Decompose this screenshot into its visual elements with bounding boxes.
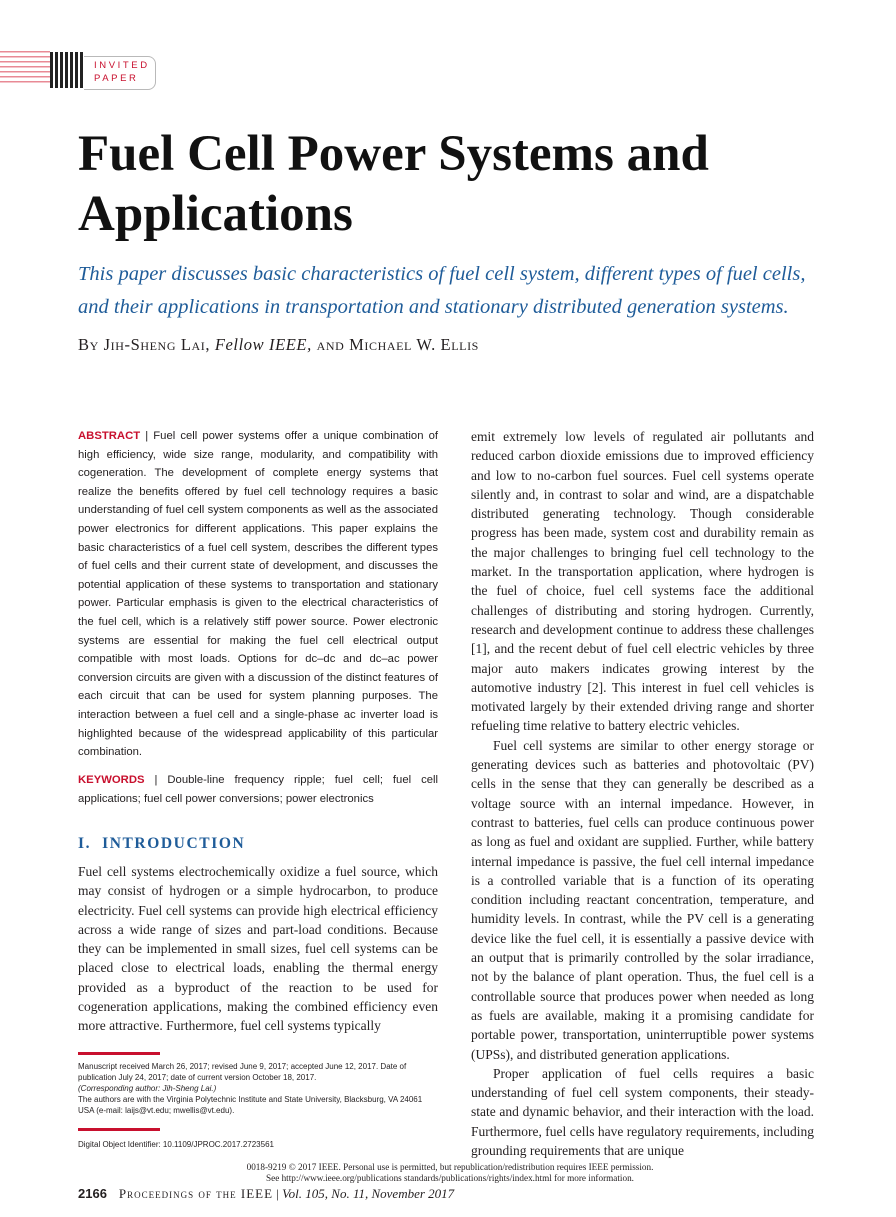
paper-title: Fuel Cell Power Systems and Applications	[78, 126, 709, 242]
author-2-name: Michael W. Ellis	[349, 335, 479, 354]
page-footer	[78, 1186, 454, 1202]
author-1-role: Fellow IEEE,	[214, 335, 312, 354]
section-number: I.	[78, 835, 92, 852]
copyright-line-2: See http://www.ieee.org/publications standards/publications/rights/index.html for more information.	[266, 1172, 634, 1183]
intro-paragraph-left: Fuel cell systems electrochemically oxidize a fuel source, which may consist of hydrogen or a simple hydrocarbon, to produce electricity. Fuel cell systems can provide high electrical efficiency across a wide range of sizes and part-load conditions. Because they can be implemented in small sizes, fuel cell systems can be placed close to electrical loads, enabling the thermal energy provided as a byproduct of the reaction to be used for cogeneration applications, making the combined efficiency even more attractive. Furthermore, fuel cell systems typically	[78, 864, 438, 1034]
page-number: 2166	[78, 1186, 107, 1201]
paragraph-right-3: Proper application of fuel cells requires a basic understanding of fuel cell system components, their steady-state and dynamic behavior, and their interaction with the load. Furthermore, fuel cells have regulatory requirements, including grounding requirements that are unique	[471, 1065, 814, 1158]
paragraph-right-1: emit extremely low levels of regulated air pollutants and reduced carbon dioxide emissions due to improved efficiency and low to no-carbon fuel sources. Fuel cell systems operate silently and, in contrast to solar and wind, are a dispatchable distributed generating technology. Though considerable progress has been made, system cost and durability remain as the major challenges to bringing fuel cell technology to the market. In the transportation application, where hydrogen is the fuel of choice, fuel cell systems face the additional challenges of distributing and storing hydrogen. Currently, research and development continue to address these challenges [1], and the recent debut of fuel cell electric vehicles by three major auto makers indicates growing interest by the automotive industry [2]. This interest in fuel cell vehicles is motivated largely by their extended driving range and shorter refueling time relative to battery electric vehicles.	[471, 429, 814, 734]
copyright-notice	[150, 1162, 750, 1183]
author-1-name: Jih-Sheng Lai,	[103, 335, 211, 354]
paper-subtitle: This paper discusses basic characteristics of fuel cell system, different types of fuel cells, and their applications in transportation and stationary distributed generation systems.	[78, 263, 806, 318]
badge-line-paper: PAPER	[94, 73, 139, 84]
section-title: INTRODUCTION	[102, 835, 246, 852]
keywords-text: Double-line frequency ripple; fuel cell; fuel cell applications; fuel cell power conversions; power electronics	[78, 774, 439, 805]
footnote-rule	[78, 1052, 160, 1055]
copyright-line-1: 0018-9219 © 2017 IEEE. Personal use is permitted, but republication/redistribution requires IEEE permission.	[246, 1162, 654, 1172]
byline-by: By	[78, 335, 99, 354]
footnote-affiliation: The authors are with the Virginia Polytechnic Institute and State University, Blacksburg, VA 24061 USA (e-mail: laijs@vt.edu; mwellis@vt.edu).	[78, 1095, 423, 1115]
abstract-label: ABSTRACT	[78, 430, 141, 442]
invited-paper-stripes-icon	[0, 48, 90, 88]
badge-line-invited: INVITED	[94, 60, 150, 71]
abstract-text: Fuel cell power systems offer a unique combination of high efficiency, wide size range, modularity, and compatibility with cogeneration. The development of complete energy systems that realize the benefits offered by fuel cell technology requires a basic understanding of fuel cell system components as well as the associated power electronics for different applications. This paper explains the basic characteristics of a fuel cell system, describes the different types of fuel cells and their current state of development, and discusses the potential application of these systems to transportation and stationary power. Particular emphasis is given to the electrical characteristics of the fuel cell, which is a relatively stiff power source. Power electronic systems are essential for making the fuel cell electrical output compatible with most loads. Options for dc–dc and dc–ac power conversion circuits are given with a discussion of the distinct features of each circuit that can be used for system planning purposes. The interaction between a fuel cell and a single-phase ac inverter load is highlighted because of the widespread applicability of this particular combination.	[78, 430, 439, 759]
volume-info: Vol. 105, No. 11, November 2017	[282, 1186, 455, 1201]
journal-name: Proceedings of the IEEE	[118, 1186, 274, 1201]
author-byline	[78, 335, 479, 355]
footer-separator: |	[276, 1186, 279, 1201]
byline-and: and	[316, 335, 345, 354]
doi-rule	[78, 1128, 160, 1131]
footnote-doi: Digital Object Identifier: 10.1109/JPROC.2017.2723561	[78, 1140, 274, 1149]
keywords-separator: |	[154, 774, 158, 786]
invited-paper-badge	[84, 56, 156, 90]
section-heading-introduction	[78, 835, 245, 853]
right-column-text	[471, 427, 814, 1160]
keywords	[78, 771, 438, 808]
keywords-label: KEYWORDS	[78, 774, 145, 786]
abstract	[78, 427, 438, 762]
abstract-separator: |	[145, 430, 149, 442]
footnote-corresponding-author: (Corresponding author: Jih-Sheng Lai.)	[78, 1084, 217, 1093]
paragraph-right-2: Fuel cell systems are similar to other energy storage or generating devices such as batteries and photovoltaic (PV) cells in the sense that they can generally be described as a voltage source with an internal impedance. However, in contrast to batteries, fuel cells can produce continuous power as long as fuel and oxidant are supplied. Further, while battery internal impedance is passive, the fuel cell internal impedance is a controlled variable that is a function of its operating condition including reactant concentration, temperature, and humidity levels. In contrast, while the PV cell is a generating device like the fuel cell, it is essentially a passive device with an output that is primarily controlled by the solar irradiance, not by the balance of plant operation. Thus, the fuel cell is a controllable source that produces power when needed as long as fuels are available, making it a promising candidate for portable power, transportation, uninterruptible power systems (UPSs), and distributed generation applications.	[471, 737, 814, 1062]
footnote-manuscript-dates: Manuscript received March 26, 2017; revised June 9, 2017; accepted June 12, 2017. Date of publication July 24, 2017; date of current version October 18, 2017.	[78, 1062, 407, 1082]
